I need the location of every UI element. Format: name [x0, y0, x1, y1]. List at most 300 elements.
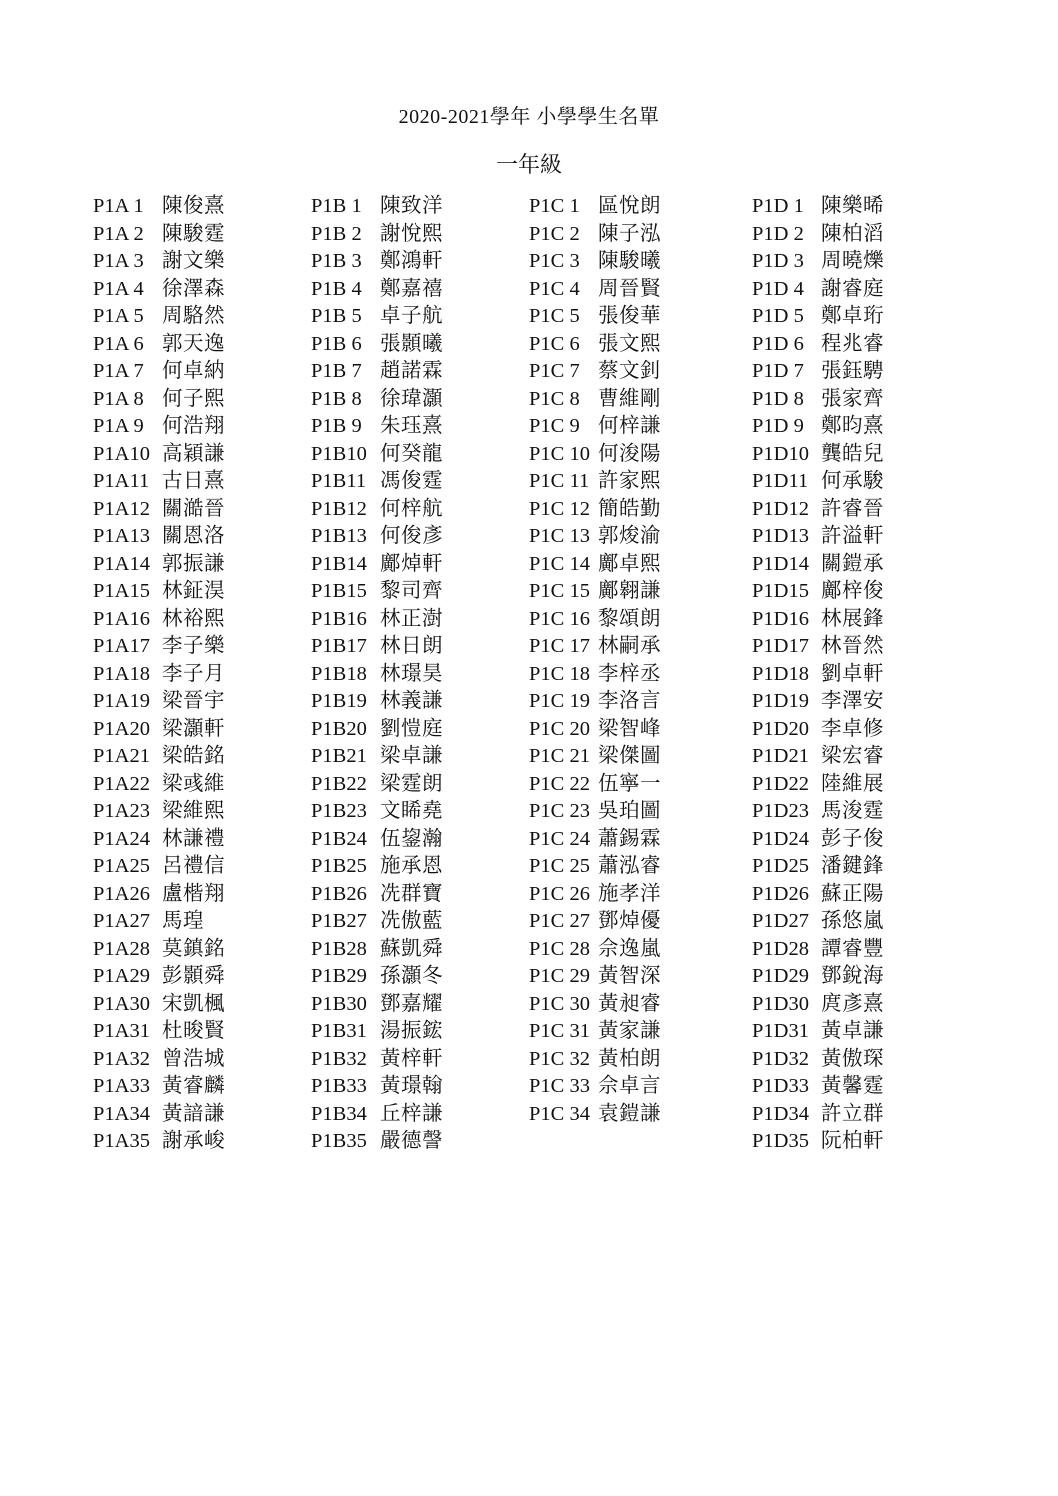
student-class-number: P1D33: [752, 1075, 809, 1097]
student-row: [529, 853, 661, 881]
student-name: 林正澍: [380, 607, 443, 630]
student-row: [752, 1018, 884, 1046]
student-class-number: P1A18: [93, 662, 150, 685]
student-class-number: P1C 16: [529, 607, 590, 630]
class-column-1c: [529, 193, 661, 1128]
student-name: 梁晉宇: [162, 690, 225, 712]
student-class-number: P1A 3: [93, 250, 144, 272]
student-row: [93, 386, 225, 414]
student-name: 謝文樂: [162, 250, 225, 272]
student-class-number: P1C 23: [529, 800, 590, 822]
student-class-number: P1C 1: [529, 195, 580, 217]
student-name: 何俊彥: [380, 525, 443, 547]
student-class-number: P1B13: [311, 525, 367, 547]
student-name: 周晉賢: [598, 277, 661, 300]
student-class-number: P1A34: [93, 1102, 150, 1125]
student-row: [311, 606, 443, 634]
student-class-number: P1A25: [93, 855, 150, 877]
student-class-number: P1B34: [311, 1102, 367, 1125]
student-class-number: P1D 9: [752, 415, 804, 437]
student-row: [311, 221, 443, 249]
student-row: [752, 468, 884, 496]
student-class-number: P1D14: [752, 552, 809, 575]
student-row: [93, 661, 225, 689]
student-row: [93, 606, 225, 634]
student-class-number: P1D19: [752, 690, 809, 712]
student-row: [93, 936, 225, 964]
student-name: 許家熙: [598, 470, 661, 492]
student-class-number: P1B31: [311, 1020, 367, 1042]
student-row: [93, 441, 225, 469]
student-name: 關鎧承: [821, 552, 884, 575]
student-row: [93, 743, 225, 771]
student-class-number: P1A 1: [93, 195, 144, 217]
student-name: 徐澤森: [162, 277, 225, 300]
student-name: 彭顥舜: [162, 965, 225, 987]
student-class-number: P1B14: [311, 552, 367, 575]
student-name: 梁智峰: [598, 717, 661, 740]
student-class-number: P1C 12: [529, 497, 590, 520]
student-row: [529, 716, 661, 744]
student-class-number: P1D34: [752, 1102, 809, 1125]
student-class-number: P1C 20: [529, 717, 590, 740]
student-name: 鄺卓熙: [598, 552, 661, 575]
student-row: [529, 908, 661, 936]
student-class-number: P1A31: [93, 1020, 150, 1042]
student-row: [93, 991, 225, 1019]
student-class-number: P1A19: [93, 690, 150, 712]
student-row: [311, 1073, 443, 1101]
student-row: [93, 633, 225, 661]
student-row: [311, 633, 443, 661]
student-name: 袁鎧謙: [598, 1102, 661, 1125]
student-name: 林鉦淏: [162, 580, 225, 602]
student-name: 梁傑圖: [598, 745, 661, 767]
student-class-number: P1A17: [93, 635, 150, 657]
student-class-number: P1B 3: [311, 250, 362, 272]
student-name: 盧楷翔: [162, 882, 225, 905]
student-class-number: P1A29: [93, 965, 150, 987]
student-row: [752, 1073, 884, 1101]
student-class-number: P1B22: [311, 772, 367, 795]
student-row: [752, 331, 884, 359]
student-name: 劉愷庭: [380, 717, 443, 740]
student-class-number: P1A20: [93, 717, 150, 740]
student-row: [752, 963, 884, 991]
student-row: [752, 661, 884, 689]
student-row: [752, 1046, 884, 1074]
student-row: [529, 743, 661, 771]
student-class-number: P1B25: [311, 855, 367, 877]
student-row: [529, 771, 661, 799]
student-row: [529, 1046, 661, 1074]
student-class-number: P1C 32: [529, 1047, 590, 1070]
student-class-number: P1B23: [311, 800, 367, 822]
student-class-number: P1B29: [311, 965, 367, 987]
student-class-number: P1D 5: [752, 305, 804, 327]
student-class-number: P1D 2: [752, 222, 804, 245]
student-name: 徐瑋灝: [380, 387, 443, 410]
student-row: [311, 743, 443, 771]
student-class-number: P1C 9: [529, 415, 580, 437]
student-row: [93, 248, 225, 276]
student-class-number: P1B 6: [311, 332, 362, 355]
student-row: [529, 688, 661, 716]
student-row: [311, 578, 443, 606]
student-class-number: P1B17: [311, 635, 367, 657]
student-class-number: P1B 2: [311, 222, 362, 245]
student-name: 陳子泓: [598, 222, 661, 245]
student-row: [311, 331, 443, 359]
student-name: 林義謙: [380, 690, 443, 712]
student-class-number: P1A26: [93, 882, 150, 905]
student-row: [752, 606, 884, 634]
student-row: [529, 963, 661, 991]
student-class-number: P1A 6: [93, 332, 144, 355]
student-name: 何浚陽: [598, 442, 661, 465]
student-class-number: P1A28: [93, 937, 150, 960]
student-row: [529, 386, 661, 414]
student-name: 梁皓銘: [162, 745, 225, 767]
student-row: [529, 331, 661, 359]
student-name: 黃睿麟: [162, 1075, 225, 1097]
student-name: 郭焌渝: [598, 525, 661, 547]
student-class-number: P1B20: [311, 717, 367, 740]
student-class-number: P1C 2: [529, 222, 580, 245]
student-row: [752, 303, 884, 331]
student-name: 謝睿庭: [821, 277, 884, 300]
student-name: 林展鋒: [821, 607, 884, 630]
student-name: 簡皓勤: [598, 497, 661, 520]
student-row: [529, 936, 661, 964]
student-class-number: P1D 1: [752, 195, 804, 217]
student-name: 鄧焯優: [598, 910, 661, 932]
student-name: 李子月: [162, 662, 225, 685]
class-column-1a: [93, 193, 225, 1156]
student-row: [93, 853, 225, 881]
student-name: 黎司齊: [380, 580, 443, 602]
student-row: [752, 221, 884, 249]
student-row: [311, 881, 443, 909]
student-class-number: P1C 17: [529, 635, 590, 657]
student-name: 呂禮信: [162, 855, 225, 877]
student-class-number: P1D35: [752, 1130, 809, 1152]
student-class-number: P1B16: [311, 607, 367, 630]
student-row: [529, 1018, 661, 1046]
student-name: 何梓謙: [598, 415, 661, 437]
student-row: [93, 468, 225, 496]
student-name: 梁維熙: [162, 800, 225, 822]
student-row: [752, 908, 884, 936]
student-class-number: P1C 15: [529, 580, 590, 602]
student-class-number: P1D11: [752, 470, 809, 492]
student-name: 張家齊: [821, 387, 884, 410]
student-class-number: P1D20: [752, 717, 809, 740]
student-row: [529, 606, 661, 634]
student-row: [752, 248, 884, 276]
student-row: [752, 716, 884, 744]
student-row: [311, 358, 443, 386]
student-row: [752, 193, 884, 221]
student-name: 林璟昊: [380, 662, 443, 685]
student-name: 黃柏朗: [598, 1047, 661, 1070]
student-name: 蔡文釗: [598, 360, 661, 382]
student-row: [93, 963, 225, 991]
class-column-1b: [311, 193, 443, 1156]
student-class-number: P1A 2: [93, 222, 144, 245]
student-class-number: P1B27: [311, 910, 367, 932]
student-name: 區悅朗: [598, 195, 661, 217]
student-name: 龔皓兒: [821, 442, 884, 465]
student-row: [752, 1128, 884, 1156]
student-row: [311, 523, 443, 551]
student-name: 卓子航: [380, 305, 443, 327]
student-class-number: P1D 4: [752, 277, 804, 300]
student-name: 黎頌朗: [598, 607, 661, 630]
student-name: 文睎堯: [380, 800, 443, 822]
student-name: 施承恩: [380, 855, 443, 877]
student-name: 李卓修: [821, 717, 884, 740]
student-class-number: P1A 8: [93, 387, 144, 410]
student-class-number: P1C 26: [529, 882, 590, 905]
student-class-number: P1A15: [93, 580, 150, 602]
student-class-number: P1B32: [311, 1047, 367, 1070]
grade-heading: 一年級: [495, 152, 562, 177]
student-class-number: P1A10: [93, 442, 150, 465]
student-name: 彭子俊: [821, 827, 884, 850]
student-row: [311, 798, 443, 826]
student-class-number: P1D16: [752, 607, 809, 630]
student-row: [529, 1073, 661, 1101]
student-class-number: P1D 8: [752, 387, 804, 410]
student-row: [93, 578, 225, 606]
student-row: [93, 331, 225, 359]
student-class-number: P1B18: [311, 662, 367, 685]
student-row: [93, 881, 225, 909]
student-row: [529, 276, 661, 304]
student-row: [529, 523, 661, 551]
student-name: 陳俊熹: [162, 195, 225, 217]
student-class-number: P1D28: [752, 937, 809, 960]
student-name: 蕭錫霖: [598, 827, 661, 850]
student-name: 阮柏軒: [821, 1130, 884, 1152]
student-name: 張俊華: [598, 305, 661, 327]
student-row: [93, 413, 225, 441]
student-name: 郭天逸: [162, 332, 225, 355]
student-name: 伍鋆瀚: [380, 827, 443, 850]
student-name: 林晉然: [821, 635, 884, 657]
student-name: 陳駿曦: [598, 250, 661, 272]
student-name: 林謙禮: [162, 827, 225, 850]
student-row: [311, 936, 443, 964]
student-name: 謝悅熙: [380, 222, 443, 245]
student-class-number: P1C 28: [529, 937, 590, 960]
student-class-number: P1A13: [93, 525, 150, 547]
student-row: [311, 1128, 443, 1156]
student-class-number: P1A12: [93, 497, 150, 520]
student-row: [529, 578, 661, 606]
student-row: [752, 413, 884, 441]
student-class-number: P1B15: [311, 580, 367, 602]
student-class-number: P1D 3: [752, 250, 804, 272]
student-row: [529, 303, 661, 331]
student-row: [93, 688, 225, 716]
student-row: [752, 936, 884, 964]
student-row: [529, 193, 661, 221]
student-row: [752, 551, 884, 579]
student-name: 梁宏睿: [821, 745, 884, 767]
student-class-number: P1D13: [752, 525, 809, 547]
student-name: 黃昶睿: [598, 992, 661, 1015]
student-row: [529, 551, 661, 579]
student-name: 關恩洛: [162, 525, 225, 547]
student-row: [529, 661, 661, 689]
student-name: 莫鎮銘: [162, 937, 225, 960]
student-name: 鄭鴻軒: [380, 250, 443, 272]
student-row: [311, 716, 443, 744]
student-row: [93, 551, 225, 579]
student-name: 孫悠嵐: [821, 910, 884, 932]
student-row: [752, 578, 884, 606]
student-class-number: P1D31: [752, 1020, 809, 1042]
student-class-number: P1C 31: [529, 1020, 590, 1042]
student-row: [311, 688, 443, 716]
student-name: 何浩翔: [162, 415, 225, 437]
student-name: 李洛言: [598, 690, 661, 712]
student-row: [93, 716, 225, 744]
student-name: 湯振鋐: [380, 1020, 443, 1042]
student-name: 黃璟翰: [380, 1075, 443, 1097]
student-class-number: P1C 4: [529, 277, 580, 300]
student-class-number: P1C 14: [529, 552, 590, 575]
student-row: [529, 826, 661, 854]
student-name: 鄧嘉耀: [380, 992, 443, 1015]
student-name: 鄭卓珩: [821, 305, 884, 327]
student-name: 鄺翱謙: [598, 580, 661, 602]
student-name: 黃智深: [598, 965, 661, 987]
student-name: 黃傲琛: [821, 1047, 884, 1070]
student-class-number: P1C 3: [529, 250, 580, 272]
student-class-number: P1B 9: [311, 415, 362, 437]
student-name: 趙諾霖: [380, 360, 443, 382]
student-class-number: P1A24: [93, 827, 150, 850]
student-row: [93, 523, 225, 551]
student-name: 何子熙: [162, 387, 225, 410]
student-row: [311, 826, 443, 854]
student-class-number: P1B 7: [311, 360, 362, 382]
student-class-number: P1B19: [311, 690, 367, 712]
student-class-number: P1B 4: [311, 277, 362, 300]
student-row: [311, 991, 443, 1019]
student-row: [529, 248, 661, 276]
student-row: [311, 276, 443, 304]
student-name: 嚴德謦: [380, 1130, 443, 1152]
student-row: [529, 633, 661, 661]
student-row: [311, 386, 443, 414]
student-row: [93, 1101, 225, 1129]
student-name: 黃諳謙: [162, 1102, 225, 1125]
student-name: 張鈺騁: [821, 360, 884, 382]
student-row: [529, 413, 661, 441]
student-row: [752, 633, 884, 661]
student-class-number: P1C 13: [529, 525, 590, 547]
student-name: 曹維剛: [598, 387, 661, 410]
student-name: 周駱然: [162, 305, 225, 327]
student-class-number: P1C 21: [529, 745, 590, 767]
student-class-number: P1B 8: [311, 387, 362, 410]
student-class-number: P1A27: [93, 910, 150, 932]
student-row: [311, 963, 443, 991]
student-class-number: P1D15: [752, 580, 809, 602]
student-row: [93, 798, 225, 826]
student-name: 陳駿霆: [162, 222, 225, 245]
student-row: [529, 1101, 661, 1129]
student-name: 何卓納: [162, 360, 225, 382]
student-row: [93, 496, 225, 524]
student-name: 高穎謙: [162, 442, 225, 465]
student-row: [93, 303, 225, 331]
student-name: 佘卓言: [598, 1075, 661, 1097]
student-name: 林日朗: [380, 635, 443, 657]
student-row: [93, 1018, 225, 1046]
student-class-number: P1D26: [752, 882, 809, 905]
student-class-number: P1C 10: [529, 442, 590, 465]
student-name: 宋凱楓: [162, 992, 225, 1015]
student-class-number: P1D18: [752, 662, 809, 685]
student-name: 鄧銳海: [821, 965, 884, 987]
student-row: [752, 496, 884, 524]
student-name: 馬瑝: [162, 910, 204, 932]
student-row: [529, 468, 661, 496]
student-class-number: P1B26: [311, 882, 367, 905]
student-class-number: P1C 27: [529, 910, 590, 932]
student-name: 佘逸嵐: [598, 937, 661, 960]
class-column-1d: [752, 193, 884, 1156]
student-class-number: P1D29: [752, 965, 809, 987]
student-name: 馬浚霆: [821, 800, 884, 822]
student-class-number: P1B35: [311, 1130, 367, 1152]
student-row: [752, 358, 884, 386]
student-row: [311, 496, 443, 524]
student-row: [311, 1046, 443, 1074]
student-row: [311, 248, 443, 276]
student-class-number: P1C 11: [529, 470, 590, 492]
student-row: [93, 193, 225, 221]
student-class-number: P1D21: [752, 745, 809, 767]
student-class-number: P1B12: [311, 497, 367, 520]
student-row: [752, 276, 884, 304]
student-row: [93, 826, 225, 854]
student-name: 陸維展: [821, 772, 884, 795]
student-row: [93, 908, 225, 936]
page-title: 2020-2021學年 小學學生名單: [398, 106, 660, 128]
student-name: 蘇凱舜: [380, 937, 443, 960]
student-name: 鄭嘉禧: [380, 277, 443, 300]
student-row: [752, 826, 884, 854]
student-row: [529, 798, 661, 826]
student-row: [752, 441, 884, 469]
student-row: [311, 413, 443, 441]
student-name: 李梓丞: [598, 662, 661, 685]
student-name: 黃梓軒: [380, 1047, 443, 1070]
student-name: 冼群寶: [380, 882, 443, 905]
student-name: 曾浩城: [162, 1047, 225, 1070]
student-class-number: P1B30: [311, 992, 367, 1015]
student-name: 朱珏熹: [380, 415, 443, 437]
student-row: [752, 798, 884, 826]
student-name: 黃馨霆: [821, 1075, 884, 1097]
student-class-number: P1A32: [93, 1047, 150, 1070]
